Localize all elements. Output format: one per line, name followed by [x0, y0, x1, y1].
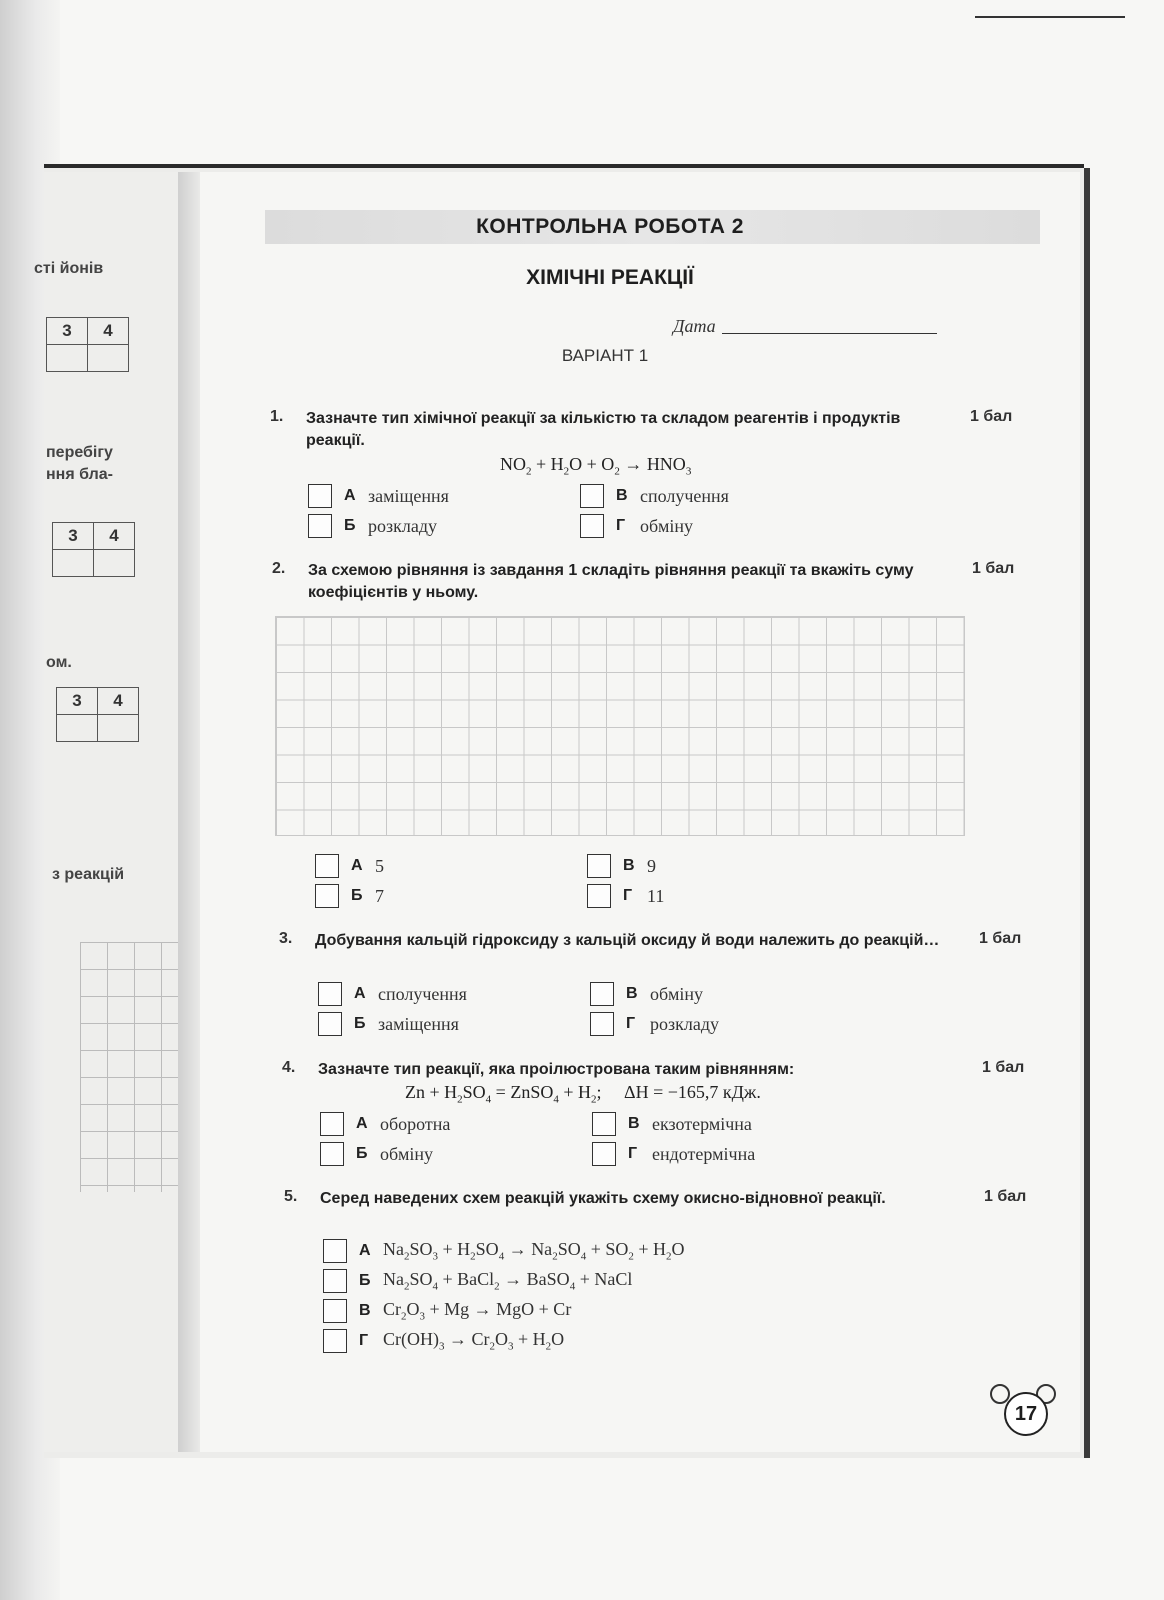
- scan-mark: [975, 16, 1125, 18]
- formula-q4: $Zn + H_2SO_4$ = ZnSO$_4$ + $H_2$; ΔH = −165,7 кДж.: [405, 1082, 761, 1106]
- option-q1-g[interactable]: [580, 512, 693, 540]
- box-header: 4: [94, 523, 135, 550]
- option-q4-g[interactable]: [592, 1140, 755, 1168]
- left-snippet: ння бла-: [46, 466, 113, 483]
- option-q3-g[interactable]: [590, 1010, 719, 1038]
- box-cell: [53, 550, 94, 577]
- option-q1-b[interactable]: [308, 512, 437, 540]
- box-cell: [98, 715, 139, 742]
- question-text: Зазначте тип реакції, яка проілюстрована таким рівнянням:: [318, 1061, 795, 1078]
- option-q5-a[interactable]: [323, 1237, 685, 1265]
- option-q5-v[interactable]: [323, 1297, 571, 1325]
- box-header: 3: [57, 688, 98, 715]
- left-score-box: [56, 687, 139, 742]
- box-header: 3: [53, 523, 94, 550]
- enthalpy-value: ΔH = −165,7 кДж.: [624, 1082, 761, 1102]
- left-snippet: ом.: [46, 654, 72, 671]
- option-q2-b[interactable]: [315, 882, 384, 910]
- option-letter: Г: [626, 1015, 636, 1032]
- checkbox[interactable]: [315, 854, 339, 878]
- option-text: розкладу: [650, 1013, 719, 1034]
- question-text: За схемою рівняння із завдання 1 складіть рівняння реакції та вкажіть суму коефіцієнтів у ньому.: [308, 562, 914, 601]
- question-number: 5.: [284, 1188, 298, 1205]
- option-text: ендотермічна: [652, 1143, 756, 1164]
- checkbox[interactable]: [592, 1142, 616, 1166]
- checkbox[interactable]: [323, 1299, 347, 1323]
- box-cell: [57, 715, 98, 742]
- option-text: заміщення: [378, 1013, 459, 1034]
- option-letter: Б: [344, 517, 356, 534]
- option-q3-b[interactable]: [318, 1010, 459, 1038]
- option-letter: В: [616, 487, 628, 504]
- option-formula: $Cr_2O_3 + Mg$ → MgO + Cr: [383, 1299, 572, 1323]
- checkbox[interactable]: [318, 982, 342, 1006]
- option-letter: Г: [628, 1145, 638, 1162]
- box-header: 4: [98, 688, 139, 715]
- question-text: Зазначте тип хімічної реакції за кількістю та складом реагентів і продуктів реакції.: [306, 410, 901, 449]
- page-number: 17: [1004, 1392, 1048, 1436]
- question-points: 1 бал: [984, 1188, 1027, 1205]
- checkbox[interactable]: [580, 514, 604, 538]
- box-header: 4: [88, 318, 129, 345]
- option-text: 5: [375, 855, 384, 876]
- option-letter: В: [623, 857, 635, 874]
- left-score-box: [46, 317, 129, 372]
- checkbox[interactable]: [590, 1012, 614, 1036]
- option-letter: Г: [359, 1332, 369, 1349]
- option-q4-v[interactable]: [592, 1110, 752, 1138]
- option-text: 7: [375, 885, 384, 906]
- option-letter: В: [359, 1302, 371, 1319]
- option-q2-g[interactable]: [587, 882, 664, 910]
- checkbox[interactable]: [323, 1269, 347, 1293]
- option-letter: А: [356, 1115, 368, 1132]
- checkbox[interactable]: [323, 1239, 347, 1263]
- date-input-line[interactable]: [722, 333, 937, 334]
- option-q2-v[interactable]: [587, 852, 656, 880]
- checkbox[interactable]: [318, 1012, 342, 1036]
- option-formula: $Na_2SO_4$ + BaCl$_2$ → BaSO$_4$ + NaCl: [383, 1269, 633, 1293]
- variant-label: ВАРІАНТ 1: [561, 346, 649, 365]
- box-header: 3: [47, 318, 88, 345]
- left-score-box: [52, 522, 135, 577]
- checkbox[interactable]: [320, 1142, 344, 1166]
- option-text: заміщення: [368, 485, 449, 506]
- question-points: 1 бал: [982, 1059, 1025, 1076]
- left-answer-grid: [80, 942, 192, 1192]
- box-cell: [88, 345, 129, 372]
- question-points: 1 бал: [970, 408, 1013, 425]
- checkbox[interactable]: [580, 484, 604, 508]
- option-formula: $Cr(OH)_3 \to Cr_2O_3 + H_2O$: [383, 1329, 565, 1353]
- checkbox[interactable]: [308, 514, 332, 538]
- option-letter: А: [351, 857, 363, 874]
- left-page: [34, 172, 194, 1452]
- question-points: 1 бал: [972, 560, 1015, 577]
- option-letter: Г: [623, 887, 633, 904]
- option-text: обміну: [650, 983, 704, 1004]
- left-snippet: з реакцій: [52, 866, 125, 883]
- checkbox[interactable]: [592, 1112, 616, 1136]
- left-snippet: перебігу: [46, 444, 113, 461]
- option-letter: А: [344, 487, 356, 504]
- option-letter: Б: [356, 1145, 368, 1162]
- left-snippet: сті йонів: [34, 260, 104, 277]
- option-letter: А: [354, 985, 366, 1002]
- date-label: Дата: [673, 316, 716, 336]
- option-text: сполучення: [378, 983, 467, 1004]
- question-text: Добування кальцій гідроксиду з кальцій оксиду й води належить до реакцій…: [315, 932, 940, 949]
- option-text: обміну: [640, 515, 694, 536]
- question-number: 1.: [270, 408, 284, 425]
- option-letter: А: [359, 1242, 371, 1259]
- checkbox[interactable]: [320, 1112, 344, 1136]
- option-letter: Б: [351, 887, 363, 904]
- checkbox[interactable]: [315, 884, 339, 908]
- option-text: 9: [647, 855, 656, 876]
- formula-q1: $NO_2 + H_2O + O_2 \to HNO_3$: [500, 454, 692, 478]
- option-text: сполучення: [640, 485, 729, 506]
- option-q2-a[interactable]: [315, 852, 384, 880]
- option-q5-g[interactable]: [323, 1327, 564, 1355]
- option-letter: Б: [354, 1015, 366, 1032]
- answer-grid[interactable]: [275, 616, 965, 836]
- option-q1-v[interactable]: [580, 482, 729, 510]
- checkbox[interactable]: [587, 884, 611, 908]
- option-letter: Г: [616, 517, 626, 534]
- option-text: оборотна: [380, 1113, 451, 1134]
- box-cell: [94, 550, 135, 577]
- option-q5-b[interactable]: [323, 1267, 632, 1295]
- option-formula: $Na_2SO_3 + H_2SO_4 \to Na_2SO_4 + SO_2 + H_2O$: [383, 1239, 685, 1263]
- option-letter: В: [626, 985, 638, 1002]
- checkbox[interactable]: [590, 982, 614, 1006]
- box-cell: [47, 345, 88, 372]
- option-q4-b[interactable]: [320, 1140, 433, 1168]
- option-text: 11: [647, 885, 665, 906]
- page-title: КОНТРОЛЬНА РОБОТА 2: [476, 215, 744, 238]
- question-number: 3.: [279, 930, 293, 947]
- option-letter: В: [628, 1115, 640, 1132]
- option-q3-v[interactable]: [590, 980, 703, 1008]
- question-text: Серед наведених схем реакцій укажіть схему окисно-відновної реакції.: [320, 1190, 886, 1207]
- option-q1-a[interactable]: [308, 482, 449, 510]
- option-letter: Б: [359, 1272, 371, 1289]
- option-text: розкладу: [368, 515, 437, 536]
- page-subtitle: ХІМІЧНІ РЕАКЦІЇ: [526, 266, 694, 289]
- question-number: 4.: [282, 1059, 296, 1076]
- question-number: 2.: [272, 560, 286, 577]
- checkbox[interactable]: [587, 854, 611, 878]
- option-q3-a[interactable]: [318, 980, 467, 1008]
- option-text: екзотермічна: [652, 1113, 752, 1134]
- option-q4-a[interactable]: [320, 1110, 450, 1138]
- checkbox[interactable]: [308, 484, 332, 508]
- date-field: [673, 316, 937, 337]
- checkbox[interactable]: [323, 1329, 347, 1353]
- option-text: обміну: [380, 1143, 434, 1164]
- question-points: 1 бал: [979, 930, 1022, 947]
